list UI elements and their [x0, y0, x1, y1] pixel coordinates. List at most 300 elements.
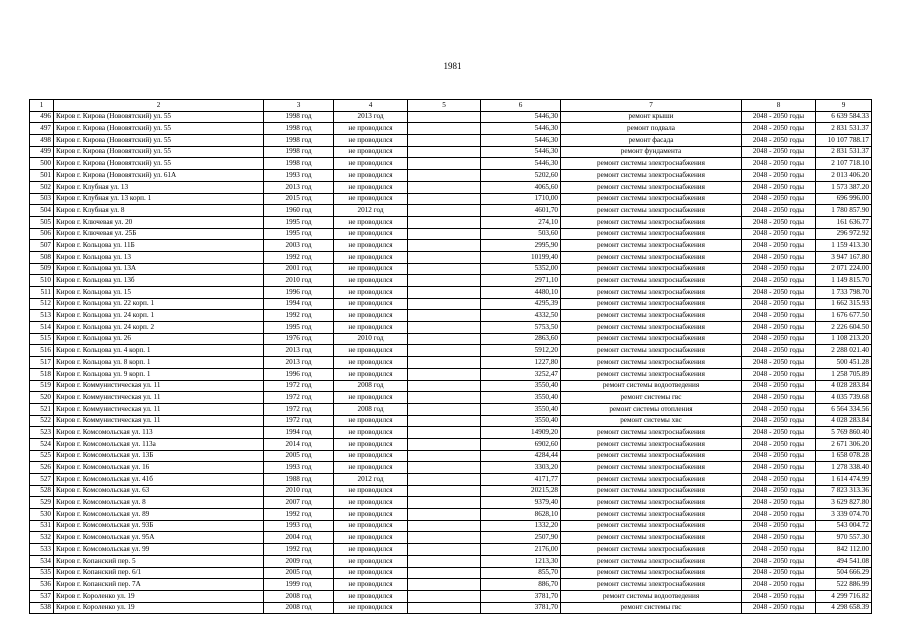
row-number-cell: 525: [30, 450, 54, 462]
area-cell: 1332,20: [481, 520, 561, 532]
cost-cell: 4 028 283.84: [816, 380, 872, 392]
build-year-cell: 1993 год: [264, 462, 334, 474]
table-body: [30, 100, 872, 614]
row-number-cell: 498: [30, 135, 54, 147]
area-cell: 6902,60: [481, 438, 561, 450]
col-5-cell: [408, 322, 481, 334]
address-cell: Киров г. Клубная ул. 13: [54, 181, 264, 193]
last-repair-year-cell: не проводился: [334, 322, 408, 334]
cost-cell: 1 733 798.70: [816, 287, 872, 299]
last-repair-year-cell: не проводился: [334, 287, 408, 299]
last-repair-year-cell: не проводился: [334, 158, 408, 170]
build-year-cell: 2005 год: [264, 450, 334, 462]
col-5-cell: [408, 567, 481, 579]
cost-cell: 842 112.00: [816, 544, 872, 556]
last-repair-year-cell: не проводился: [334, 216, 408, 228]
cost-cell: 3 339 074.70: [816, 509, 872, 521]
build-year-cell: 2010 год: [264, 275, 334, 287]
col-5-cell: [408, 509, 481, 521]
work-type-cell: ремонт системы электроснабжения: [561, 322, 742, 334]
table-row: [30, 427, 872, 439]
last-repair-year-cell: не проводился: [334, 123, 408, 135]
row-number-cell: 496: [30, 111, 54, 123]
work-type-cell: ремонт системы электроснабжения: [561, 345, 742, 357]
col-5-cell: [408, 380, 481, 392]
planned-period-cell: 2048 - 2050 годы: [742, 123, 816, 135]
column-number: 6: [481, 100, 561, 112]
last-repair-year-cell: не проводился: [334, 368, 408, 380]
col-5-cell: [408, 158, 481, 170]
row-number-cell: 508: [30, 251, 54, 263]
last-repair-year-cell: не проводился: [334, 392, 408, 404]
build-year-cell: 2010 год: [264, 485, 334, 497]
row-number-cell: 530: [30, 509, 54, 521]
table-row: [30, 333, 872, 345]
build-year-cell: 2014 год: [264, 438, 334, 450]
row-number-cell: 528: [30, 485, 54, 497]
work-type-cell: ремонт системы электроснабжения: [561, 579, 742, 591]
address-cell: Киров г. Коммунистическая ул. 11: [54, 415, 264, 427]
last-repair-year-cell: 2012 год: [334, 474, 408, 486]
address-cell: Киров г. Кольцова ул. 8 корп. 1: [54, 357, 264, 369]
cost-cell: 2 107 718.10: [816, 158, 872, 170]
planned-period-cell: 2048 - 2050 годы: [742, 146, 816, 158]
area-cell: 8628,10: [481, 509, 561, 521]
last-repair-year-cell: не проводился: [334, 567, 408, 579]
build-year-cell: 1972 год: [264, 392, 334, 404]
area-cell: 2863,60: [481, 333, 561, 345]
area-cell: 10199,40: [481, 251, 561, 263]
last-repair-year-cell: не проводился: [334, 310, 408, 322]
work-type-cell: ремонт фундамента: [561, 146, 742, 158]
build-year-cell: 2005 год: [264, 567, 334, 579]
address-cell: Киров г. Коммунистическая ул. 11: [54, 380, 264, 392]
row-number-cell: 505: [30, 216, 54, 228]
build-year-cell: 1995 год: [264, 322, 334, 334]
col-5-cell: [408, 333, 481, 345]
col-5-cell: [408, 602, 481, 614]
planned-period-cell: 2048 - 2050 годы: [742, 228, 816, 240]
build-year-cell: 1998 год: [264, 158, 334, 170]
table-row: [30, 345, 872, 357]
row-number-cell: 516: [30, 345, 54, 357]
area-cell: 3781,70: [481, 590, 561, 602]
row-number-cell: 513: [30, 310, 54, 322]
address-cell: Киров г. Комсомольская ул. 89: [54, 509, 264, 521]
row-number-cell: 532: [30, 532, 54, 544]
cost-cell: 10 107 788.17: [816, 135, 872, 147]
area-cell: 5753,50: [481, 322, 561, 334]
planned-period-cell: 2048 - 2050 годы: [742, 579, 816, 591]
row-number-cell: 517: [30, 357, 54, 369]
col-5-cell: [408, 579, 481, 591]
col-5-cell: [408, 357, 481, 369]
col-5-cell: [408, 135, 481, 147]
address-cell: Киров г. Комсомольская ул. 113: [54, 427, 264, 439]
col-5-cell: [408, 170, 481, 182]
planned-period-cell: 2048 - 2050 годы: [742, 135, 816, 147]
area-cell: 5446,30: [481, 158, 561, 170]
table-row: [30, 509, 872, 521]
build-year-cell: 2007 год: [264, 497, 334, 509]
planned-period-cell: 2048 - 2050 годы: [742, 251, 816, 263]
address-cell: Киров г. Кирова (Нововятский) ул. 55: [54, 146, 264, 158]
row-number-cell: 535: [30, 567, 54, 579]
planned-period-cell: 2048 - 2050 годы: [742, 532, 816, 544]
col-5-cell: [408, 462, 481, 474]
cost-cell: 6 564 334.56: [816, 403, 872, 415]
cost-cell: 161 636.77: [816, 216, 872, 228]
last-repair-year-cell: не проводился: [334, 170, 408, 182]
col-5-cell: [408, 216, 481, 228]
table-row: [30, 544, 872, 556]
last-repair-year-cell: 2013 год: [334, 111, 408, 123]
row-number-cell: 521: [30, 403, 54, 415]
planned-period-cell: 2048 - 2050 годы: [742, 275, 816, 287]
last-repair-year-cell: не проводился: [334, 462, 408, 474]
row-number-cell: 501: [30, 170, 54, 182]
table-row: [30, 590, 872, 602]
work-type-cell: ремонт системы электроснабжения: [561, 216, 742, 228]
planned-period-cell: 2048 - 2050 годы: [742, 181, 816, 193]
cost-cell: 1 658 078.28: [816, 450, 872, 462]
address-cell: Киров г. Комсомольская ул. 63: [54, 485, 264, 497]
planned-period-cell: 2048 - 2050 годы: [742, 520, 816, 532]
area-cell: 20215,28: [481, 485, 561, 497]
col-5-cell: [408, 532, 481, 544]
table-row: [30, 380, 872, 392]
build-year-cell: 1999 год: [264, 579, 334, 591]
col-5-cell: [408, 485, 481, 497]
row-number-cell: 534: [30, 555, 54, 567]
table-row: [30, 485, 872, 497]
col-5-cell: [408, 590, 481, 602]
work-type-cell: ремонт системы электроснабжения: [561, 567, 742, 579]
address-cell: Киров г. Копанский пер. 6/1: [54, 567, 264, 579]
planned-period-cell: 2048 - 2050 годы: [742, 427, 816, 439]
table-row: [30, 228, 872, 240]
last-repair-year-cell: не проводился: [334, 427, 408, 439]
planned-period-cell: 2048 - 2050 годы: [742, 170, 816, 182]
col-5-cell: [408, 263, 481, 275]
work-type-cell: ремонт системы электроснабжения: [561, 427, 742, 439]
planned-period-cell: 2048 - 2050 годы: [742, 333, 816, 345]
address-cell: Киров г. Кольцова ул. 13: [54, 251, 264, 263]
last-repair-year-cell: не проводился: [334, 509, 408, 521]
cost-cell: 6 639 584.33: [816, 111, 872, 123]
address-cell: Киров г. Комсомольская ул. 13Б: [54, 450, 264, 462]
column-number: 7: [561, 100, 742, 112]
planned-period-cell: 2048 - 2050 годы: [742, 298, 816, 310]
cost-cell: 1 108 213.20: [816, 333, 872, 345]
address-cell: Киров г. Кольцова ул. 13А: [54, 263, 264, 275]
planned-period-cell: 2048 - 2050 годы: [742, 216, 816, 228]
row-number-cell: 515: [30, 333, 54, 345]
cost-cell: 1 614 474.99: [816, 474, 872, 486]
address-cell: Киров г. Комсомольская ул. 41б: [54, 474, 264, 486]
planned-period-cell: 2048 - 2050 годы: [742, 392, 816, 404]
area-cell: 4601,70: [481, 205, 561, 217]
area-cell: 1213,30: [481, 555, 561, 567]
area-cell: 3550,40: [481, 415, 561, 427]
build-year-cell: 1998 год: [264, 123, 334, 135]
table-row: [30, 322, 872, 334]
work-type-cell: ремонт системы электроснабжения: [561, 205, 742, 217]
col-5-cell: [408, 310, 481, 322]
col-5-cell: [408, 275, 481, 287]
cost-cell: 4 298 658.39: [816, 602, 872, 614]
table-row: [30, 567, 872, 579]
cost-cell: 2 671 306.20: [816, 438, 872, 450]
last-repair-year-cell: не проводился: [334, 415, 408, 427]
work-type-cell: ремонт системы электроснабжения: [561, 193, 742, 205]
col-5-cell: [408, 193, 481, 205]
col-5-cell: [408, 474, 481, 486]
address-cell: Киров г. Кирова (Нововятский) ул. 55: [54, 123, 264, 135]
last-repair-year-cell: не проводился: [334, 275, 408, 287]
planned-period-cell: 2048 - 2050 годы: [742, 380, 816, 392]
work-type-cell: ремонт системы электроснабжения: [561, 462, 742, 474]
table-row: [30, 579, 872, 591]
planned-period-cell: 2048 - 2050 годы: [742, 158, 816, 170]
table-row: [30, 462, 872, 474]
row-number-cell: 518: [30, 368, 54, 380]
address-cell: Киров г. Короленко ул. 19: [54, 590, 264, 602]
cost-cell: 2 288 021.40: [816, 345, 872, 357]
cost-cell: 4 035 739.68: [816, 392, 872, 404]
row-number-cell: 527: [30, 474, 54, 486]
last-repair-year-cell: не проводился: [334, 228, 408, 240]
address-cell: Киров г. Комсомольская ул. 95А: [54, 532, 264, 544]
planned-period-cell: 2048 - 2050 годы: [742, 590, 816, 602]
work-type-cell: ремонт системы электроснабжения: [561, 544, 742, 556]
table-row: [30, 532, 872, 544]
cost-cell: 1 676 677.50: [816, 310, 872, 322]
work-type-cell: ремонт системы электроснабжения: [561, 181, 742, 193]
table-row: [30, 123, 872, 135]
last-repair-year-cell: не проводился: [334, 450, 408, 462]
last-repair-year-cell: не проводился: [334, 240, 408, 252]
build-year-cell: 2008 год: [264, 602, 334, 614]
last-repair-year-cell: не проводился: [334, 181, 408, 193]
row-number-cell: 523: [30, 427, 54, 439]
row-number-cell: 538: [30, 602, 54, 614]
last-repair-year-cell: не проводился: [334, 579, 408, 591]
build-year-cell: 1972 год: [264, 415, 334, 427]
address-cell: Киров г. Комсомольская ул. 99: [54, 544, 264, 556]
table-row: [30, 251, 872, 263]
address-cell: Киров г. Ключевая ул. 25Б: [54, 228, 264, 240]
build-year-cell: 1996 год: [264, 287, 334, 299]
area-cell: 2971,10: [481, 275, 561, 287]
last-repair-year-cell: не проводился: [334, 520, 408, 532]
table-row: [30, 368, 872, 380]
cost-cell: 1 278 338.40: [816, 462, 872, 474]
planned-period-cell: 2048 - 2050 годы: [742, 567, 816, 579]
cost-cell: 2 831 531.37: [816, 123, 872, 135]
area-cell: 2176,00: [481, 544, 561, 556]
build-year-cell: 1992 год: [264, 544, 334, 556]
area-cell: 3252,47: [481, 368, 561, 380]
last-repair-year-cell: 2008 год: [334, 403, 408, 415]
build-year-cell: 2013 год: [264, 345, 334, 357]
row-number-cell: 506: [30, 228, 54, 240]
area-cell: 5446,30: [481, 111, 561, 123]
row-number-cell: 511: [30, 287, 54, 299]
last-repair-year-cell: не проводился: [334, 602, 408, 614]
work-type-cell: ремонт системы электроснабжения: [561, 298, 742, 310]
cost-cell: 500 451.28: [816, 357, 872, 369]
table-row: [30, 263, 872, 275]
cost-cell: 2 831 531.37: [816, 146, 872, 158]
address-cell: Киров г. Кольцова ул. 24 корп. 2: [54, 322, 264, 334]
work-type-cell: ремонт системы электроснабжения: [561, 485, 742, 497]
cost-cell: 1 662 315.93: [816, 298, 872, 310]
address-cell: Киров г. Кирова (Нововятский) ул. 61А: [54, 170, 264, 182]
area-cell: 5912,20: [481, 345, 561, 357]
address-cell: Киров г. Кольцова ул. 15: [54, 287, 264, 299]
table-row: [30, 474, 872, 486]
column-number-row: [30, 100, 872, 112]
work-type-cell: ремонт системы электроснабжения: [561, 275, 742, 287]
build-year-cell: 2003 год: [264, 240, 334, 252]
row-number-cell: 519: [30, 380, 54, 392]
area-cell: 1227,80: [481, 357, 561, 369]
cost-cell: 1 258 705.89: [816, 368, 872, 380]
col-5-cell: [408, 368, 481, 380]
cost-cell: 970 557.30: [816, 532, 872, 544]
col-5-cell: [408, 251, 481, 263]
area-cell: 5352,00: [481, 263, 561, 275]
row-number-cell: 533: [30, 544, 54, 556]
build-year-cell: 1995 год: [264, 216, 334, 228]
last-repair-year-cell: не проводился: [334, 555, 408, 567]
table-row: [30, 438, 872, 450]
column-number: 2: [54, 100, 264, 112]
build-year-cell: 1992 год: [264, 251, 334, 263]
last-repair-year-cell: не проводился: [334, 497, 408, 509]
work-type-cell: ремонт системы электроснабжения: [561, 240, 742, 252]
address-cell: Киров г. Копанский пер. 7А: [54, 579, 264, 591]
table-row: [30, 193, 872, 205]
build-year-cell: 2004 год: [264, 532, 334, 544]
cost-cell: 543 004.72: [816, 520, 872, 532]
work-type-cell: ремонт системы гвс: [561, 602, 742, 614]
row-number-cell: 522: [30, 415, 54, 427]
cost-cell: 5 769 860.40: [816, 427, 872, 439]
area-cell: 2995,90: [481, 240, 561, 252]
address-cell: Киров г. Ключевая ул. 20: [54, 216, 264, 228]
cost-cell: 494 541.08: [816, 555, 872, 567]
column-number: 1: [30, 100, 54, 112]
planned-period-cell: 2048 - 2050 годы: [742, 111, 816, 123]
area-cell: 886,70: [481, 579, 561, 591]
area-cell: 1710,00: [481, 193, 561, 205]
work-type-cell: ремонт системы водоотведения: [561, 590, 742, 602]
area-cell: 4332,50: [481, 310, 561, 322]
planned-period-cell: 2048 - 2050 годы: [742, 602, 816, 614]
col-5-cell: [408, 555, 481, 567]
area-cell: 274,10: [481, 216, 561, 228]
table-row: [30, 450, 872, 462]
row-number-cell: 507: [30, 240, 54, 252]
cost-cell: 4 299 716.82: [816, 590, 872, 602]
table-row: [30, 111, 872, 123]
last-repair-year-cell: не проводился: [334, 146, 408, 158]
cost-cell: 1 573 387.20: [816, 181, 872, 193]
table-row: [30, 205, 872, 217]
address-cell: Киров г. Кольцова ул. 4 корп. 1: [54, 345, 264, 357]
row-number-cell: 536: [30, 579, 54, 591]
area-cell: 5446,30: [481, 123, 561, 135]
table-row: [30, 146, 872, 158]
build-year-cell: 1972 год: [264, 403, 334, 415]
row-number-cell: 502: [30, 181, 54, 193]
last-repair-year-cell: не проводился: [334, 544, 408, 556]
build-year-cell: 1998 год: [264, 135, 334, 147]
planned-period-cell: 2048 - 2050 годы: [742, 415, 816, 427]
build-year-cell: 1998 год: [264, 111, 334, 123]
build-year-cell: 1988 год: [264, 474, 334, 486]
column-number: 3: [264, 100, 334, 112]
row-number-cell: 509: [30, 263, 54, 275]
last-repair-year-cell: не проводился: [334, 263, 408, 275]
build-year-cell: 1998 год: [264, 146, 334, 158]
work-type-cell: ремонт системы электроснабжения: [561, 263, 742, 275]
last-repair-year-cell: 2010 год: [334, 333, 408, 345]
last-repair-year-cell: не проводился: [334, 590, 408, 602]
column-number: 9: [816, 100, 872, 112]
area-cell: 503,60: [481, 228, 561, 240]
build-year-cell: 1994 год: [264, 298, 334, 310]
table-row: [30, 520, 872, 532]
build-year-cell: 2009 год: [264, 555, 334, 567]
build-year-cell: 2015 год: [264, 193, 334, 205]
area-cell: 3550,40: [481, 392, 561, 404]
col-5-cell: [408, 111, 481, 123]
address-cell: Киров г. Кирова (Нововятский) ул. 55: [54, 111, 264, 123]
work-type-cell: ремонт системы электроснабжения: [561, 532, 742, 544]
address-cell: Киров г. Кольцова ул. 11Б: [54, 240, 264, 252]
column-number: 4: [334, 100, 408, 112]
planned-period-cell: 2048 - 2050 годы: [742, 555, 816, 567]
work-type-cell: ремонт системы гвс: [561, 392, 742, 404]
cost-cell: 296 972.92: [816, 228, 872, 240]
col-5-cell: [408, 415, 481, 427]
cost-cell: 504 666.29: [816, 567, 872, 579]
col-5-cell: [408, 240, 481, 252]
repair-schedule-table: [29, 99, 872, 614]
build-year-cell: 1992 год: [264, 509, 334, 521]
work-type-cell: ремонт системы электроснабжения: [561, 368, 742, 380]
row-number-cell: 537: [30, 590, 54, 602]
work-type-cell: ремонт системы электроснабжения: [561, 158, 742, 170]
build-year-cell: 1992 год: [264, 310, 334, 322]
area-cell: 9379,40: [481, 497, 561, 509]
address-cell: Киров г. Клубная ул. 13 корп. 1: [54, 193, 264, 205]
row-number-cell: 512: [30, 298, 54, 310]
planned-period-cell: 2048 - 2050 годы: [742, 509, 816, 521]
area-cell: 5446,30: [481, 135, 561, 147]
table-row: [30, 216, 872, 228]
planned-period-cell: 2048 - 2050 годы: [742, 497, 816, 509]
address-cell: Киров г. Комсомольская ул. 16: [54, 462, 264, 474]
col-5-cell: [408, 392, 481, 404]
cost-cell: 2 226 604.50: [816, 322, 872, 334]
build-year-cell: 1972 год: [264, 380, 334, 392]
planned-period-cell: 2048 - 2050 годы: [742, 462, 816, 474]
address-cell: Киров г. Кирова (Нововятский) ул. 55: [54, 135, 264, 147]
